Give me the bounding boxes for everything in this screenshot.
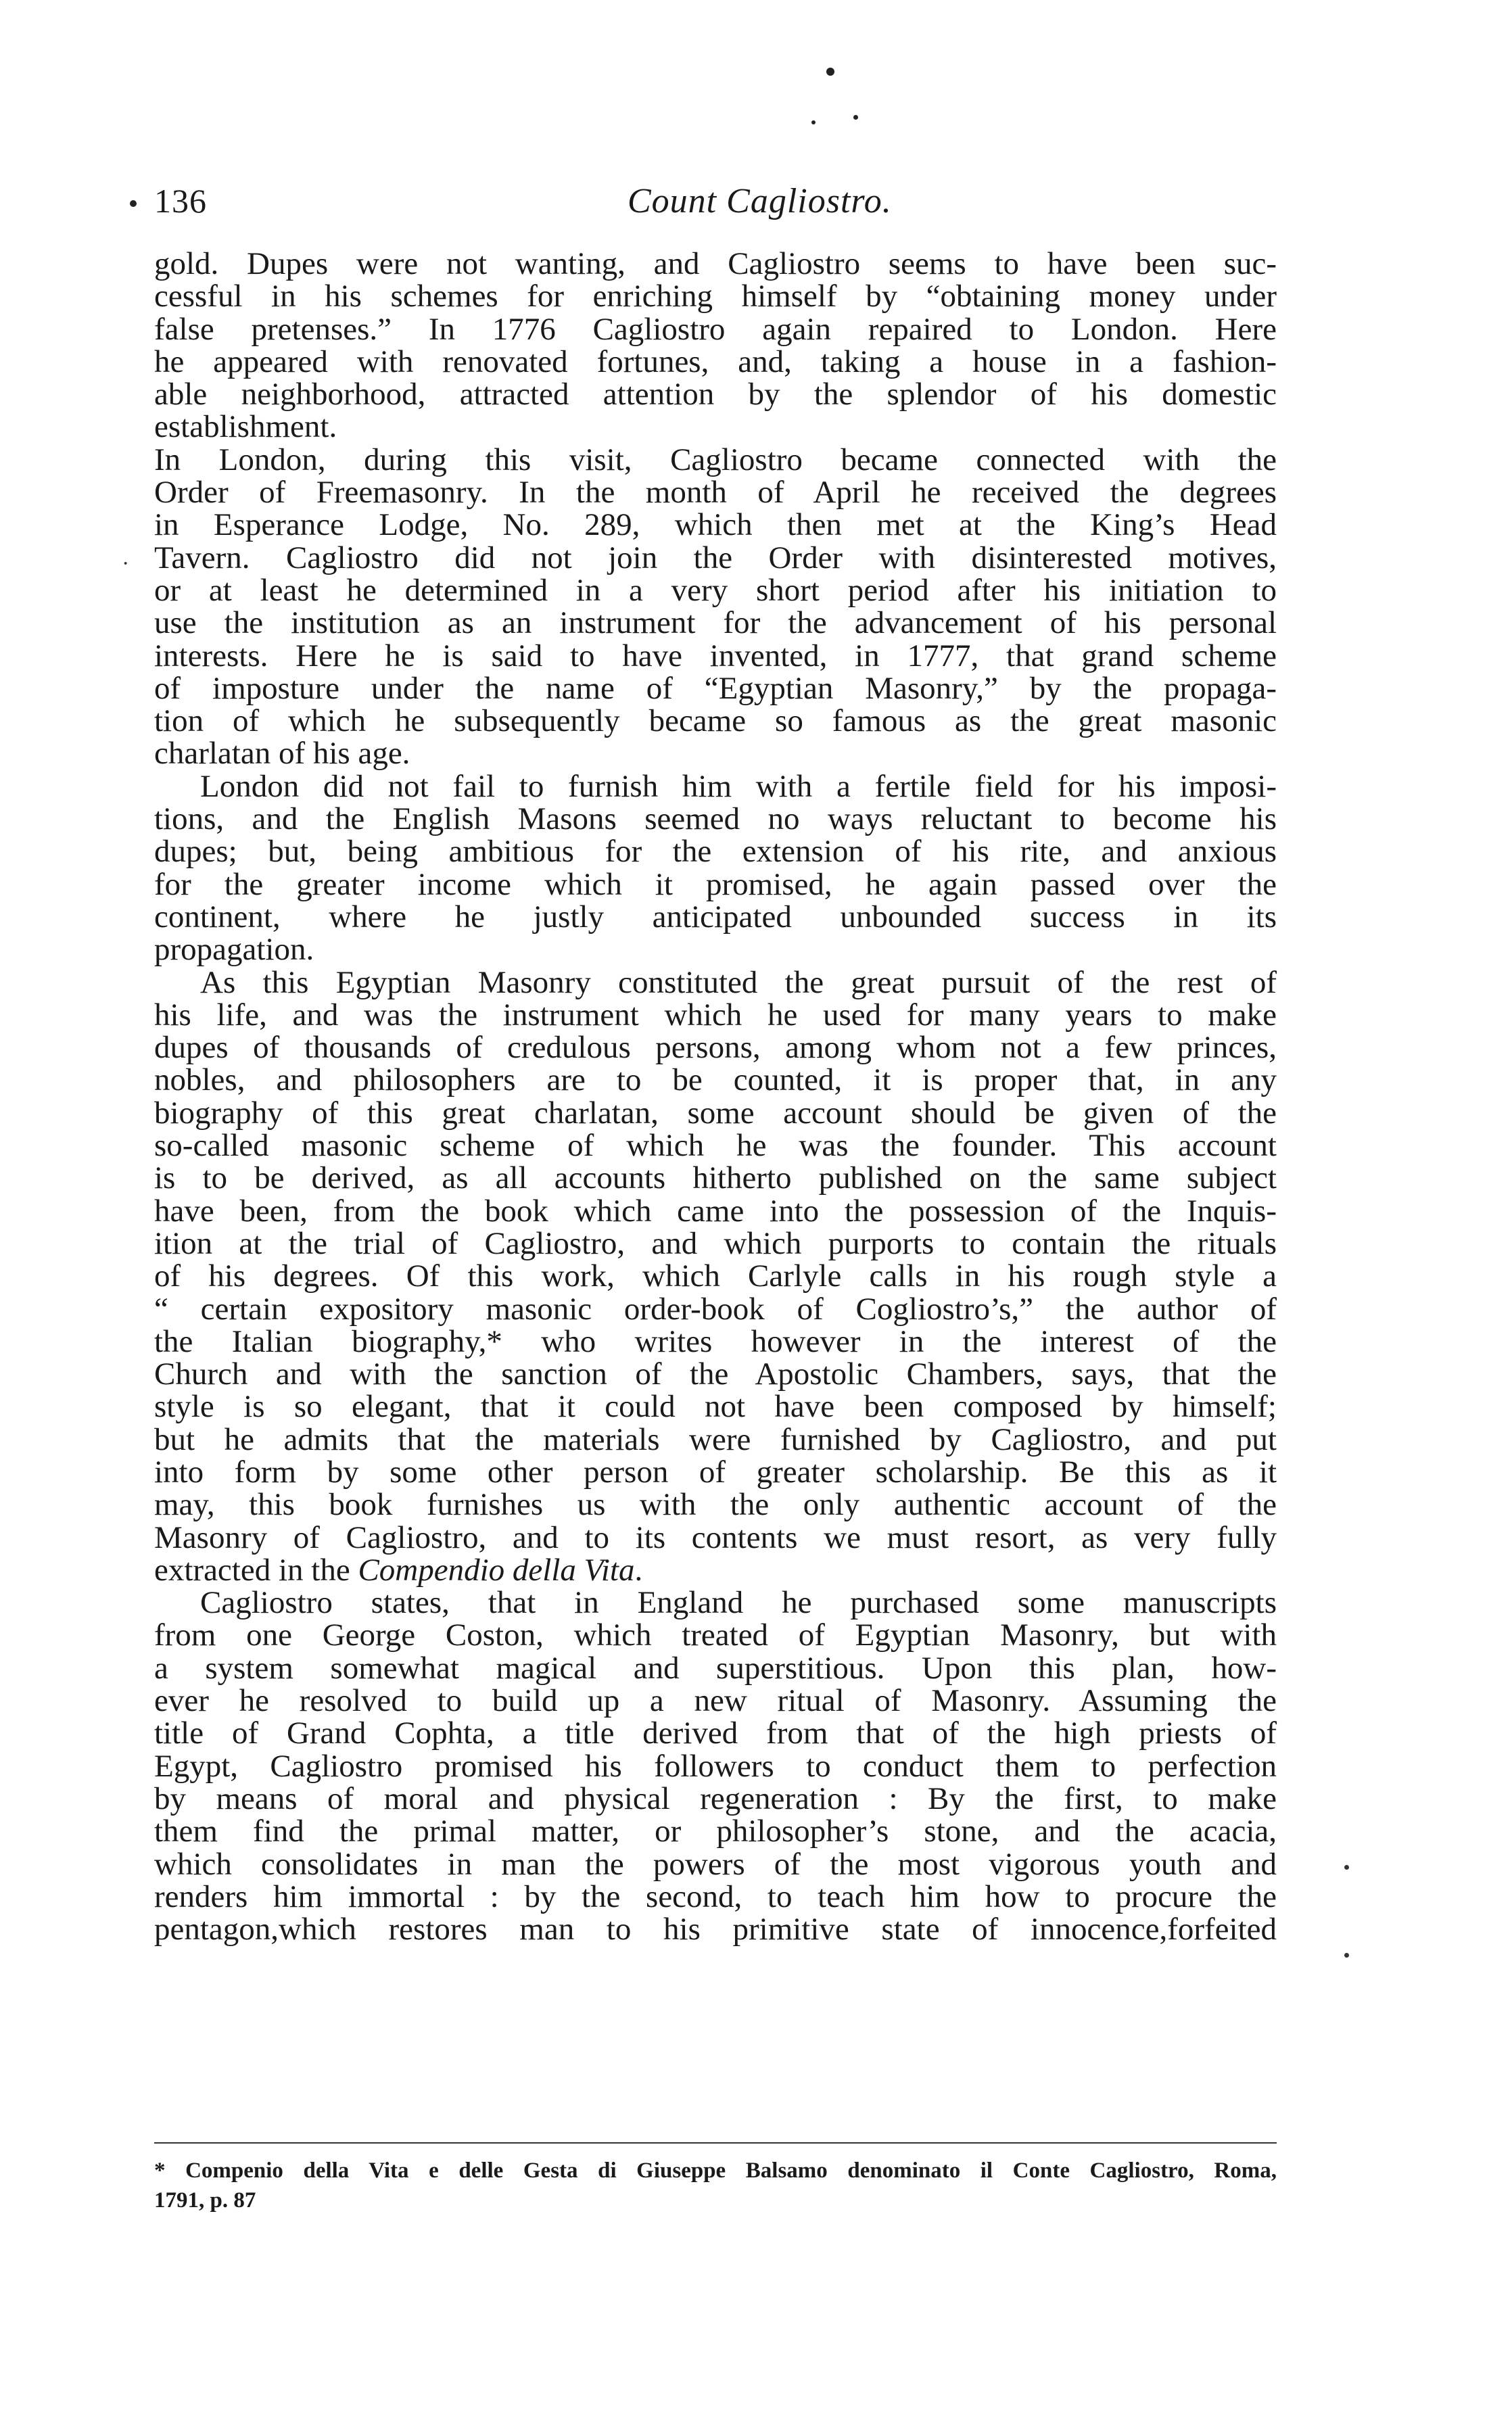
- text-line: title of Grand Cophta, a title derived from that of the high priests of: [154, 1716, 1277, 1751]
- text-line: pentagon,which restores man to his primitive state of innocence,forfeited: [154, 1912, 1277, 1947]
- text-line: interests. Here he is said to have invented, in 1777, that grand scheme: [154, 638, 1277, 674]
- text-line: continent, where he justly anticipated unbounded success in its: [154, 899, 1277, 935]
- text-line: false pretenses.” In 1776 Cagliostro again repaired to London. Here: [154, 311, 1277, 347]
- text-line: tion of which he subsequently became so famous as the great masonic: [154, 703, 1277, 739]
- bullet-mark: [130, 200, 137, 207]
- body-text: [154, 247, 1277, 1945]
- text-line: of imposture under the name of “Egyptian Masonry,” by the propaga-: [154, 670, 1277, 706]
- text-line: Cagliostro states, that in England he purchased some manuscripts: [200, 1585, 1277, 1621]
- text-line: of his degrees. Of this work, which Carlyle calls in his rough style a: [154, 1258, 1277, 1294]
- text-line: Masonry of Cagliostro, and to its contents we must resort, as very fully: [154, 1519, 1277, 1555]
- text-line: As this Egyptian Masonry constituted the great pursuit of the rest of: [200, 964, 1277, 1000]
- text-line: he appeared with renovated fortunes, and, taking a house in a fashion-: [154, 344, 1277, 379]
- text-line: extracted in the Compendio della Vita.: [154, 1552, 643, 1588]
- margin-dot: [1344, 1865, 1349, 1870]
- text-line: In London, during this visit, Cagliostro became connected with the: [154, 442, 1277, 477]
- text-line: dupes; but, being ambitious for the extension of his rite, and anxious: [154, 834, 1277, 870]
- text-line: or at least he determined in a very short period after his initiation to: [154, 572, 1277, 608]
- text-line: into form by some other person of greater scholarship. Be this as it: [154, 1454, 1277, 1490]
- text-line: use the institution as an instrument for the advancement of his personal: [154, 605, 1277, 641]
- page-header: [154, 181, 1277, 229]
- text-line: ever he resolved to build up a new ritual of Masonry. Assuming the: [154, 1683, 1277, 1719]
- text-line: nobles, and philosophers are to be counted, it is proper that, in any: [154, 1062, 1277, 1098]
- text-line: is to be derived, as all accounts hitherto published on the same subject: [154, 1160, 1277, 1196]
- text-line: “ certain expository masonic order-book of Cogliostro’s,” the author of: [154, 1291, 1277, 1327]
- running-title: Count Cagliostro.: [628, 182, 892, 220]
- text-line: Egypt, Cagliostro promised his followers to conduct them to perfection: [154, 1748, 1277, 1784]
- text-line: Church and with the sanction of the Apostolic Chambers, says, that the: [154, 1356, 1277, 1392]
- text-line: so-called masonic scheme of which he was the founder. This account: [154, 1128, 1277, 1164]
- text-line: style is so elegant, that it could not have been composed by himself;: [154, 1389, 1277, 1425]
- text-line: able neighborhood, attracted attention by the splendor of his domestic: [154, 377, 1277, 412]
- text-line: gold. Dupes were not wanting, and Cagliostro seems to have been suc-: [154, 246, 1277, 281]
- text-line: ition at the trial of Cagliostro, and which purports to contain the rituals: [154, 1225, 1277, 1261]
- footnote-line: * Compenio della Vita e delle Gesta di Giuseppe Balsamo denominato il Conte Cagliostro, Roma,: [154, 2158, 1277, 2183]
- text-line: London did not fail to furnish him with a fertile field for his imposi-: [200, 768, 1277, 804]
- text-line: the Italian biography,* who writes however in the interest of the: [154, 1323, 1277, 1359]
- text-line: tions, and the English Masons seemed no ways reluctant to become his: [154, 801, 1277, 837]
- footnote: [154, 2156, 1277, 2215]
- text-line: propagation.: [154, 932, 314, 968]
- margin-mark: ·: [122, 551, 130, 576]
- text-line: in Esperance Lodge, No. 289, which then met at the King’s Head: [154, 507, 1277, 543]
- text-line: for the greater income which it promised, he again passed over the: [154, 866, 1277, 902]
- text-line: biography of this great charlatan, some account should be given of the: [154, 1095, 1277, 1131]
- footnote-line: 1791, p. 87: [154, 2188, 256, 2213]
- print-speck: [853, 115, 858, 120]
- print-speck: [826, 68, 834, 76]
- text-line: establishment.: [154, 409, 337, 445]
- text-line: charlatan of his age.: [154, 736, 410, 772]
- text-line: them find the primal matter, or philosopher’s stone, and the acacia,: [154, 1814, 1277, 1849]
- text-line: cessful in his schemes for enriching himself by “obtaining money under: [154, 279, 1277, 314]
- page-number: 136: [154, 182, 207, 220]
- text-line: Order of Freemasonry. In the month of April he received the degrees: [154, 475, 1277, 511]
- text-line: renders him immortal : by the second, to teach him how to procure the: [154, 1879, 1277, 1914]
- book-title: Compendio della Vita: [358, 1552, 635, 1588]
- text-line: but he admits that the materials were furnished by Cagliostro, and put: [154, 1421, 1277, 1457]
- text-line: which consolidates in man the powers of the most vigorous youth and: [154, 1846, 1277, 1882]
- print-speck: [811, 120, 816, 124]
- margin-dot: [1344, 1953, 1349, 1958]
- text-line: his life, and was the instrument which he used for many years to make: [154, 997, 1277, 1033]
- text-line: from one George Coston, which treated of Egyptian Masonry, but with: [154, 1617, 1277, 1653]
- text-line: dupes of thousands of credulous persons, among whom not a few princes,: [154, 1030, 1277, 1066]
- text-line: a system somewhat magical and superstitious. Upon this plan, how-: [154, 1650, 1277, 1686]
- footnote-rule: [154, 2142, 1277, 2144]
- text-line: have been, from the book which came into the possession of the Inquis-: [154, 1193, 1277, 1229]
- text-line: may, this book furnishes us with the only authentic account of the: [154, 1487, 1277, 1523]
- text-line: by means of moral and physical regeneration : By the first, to make: [154, 1780, 1277, 1816]
- text-line: Tavern. Cagliostro did not join the Order with disinterested motives,: [154, 540, 1277, 575]
